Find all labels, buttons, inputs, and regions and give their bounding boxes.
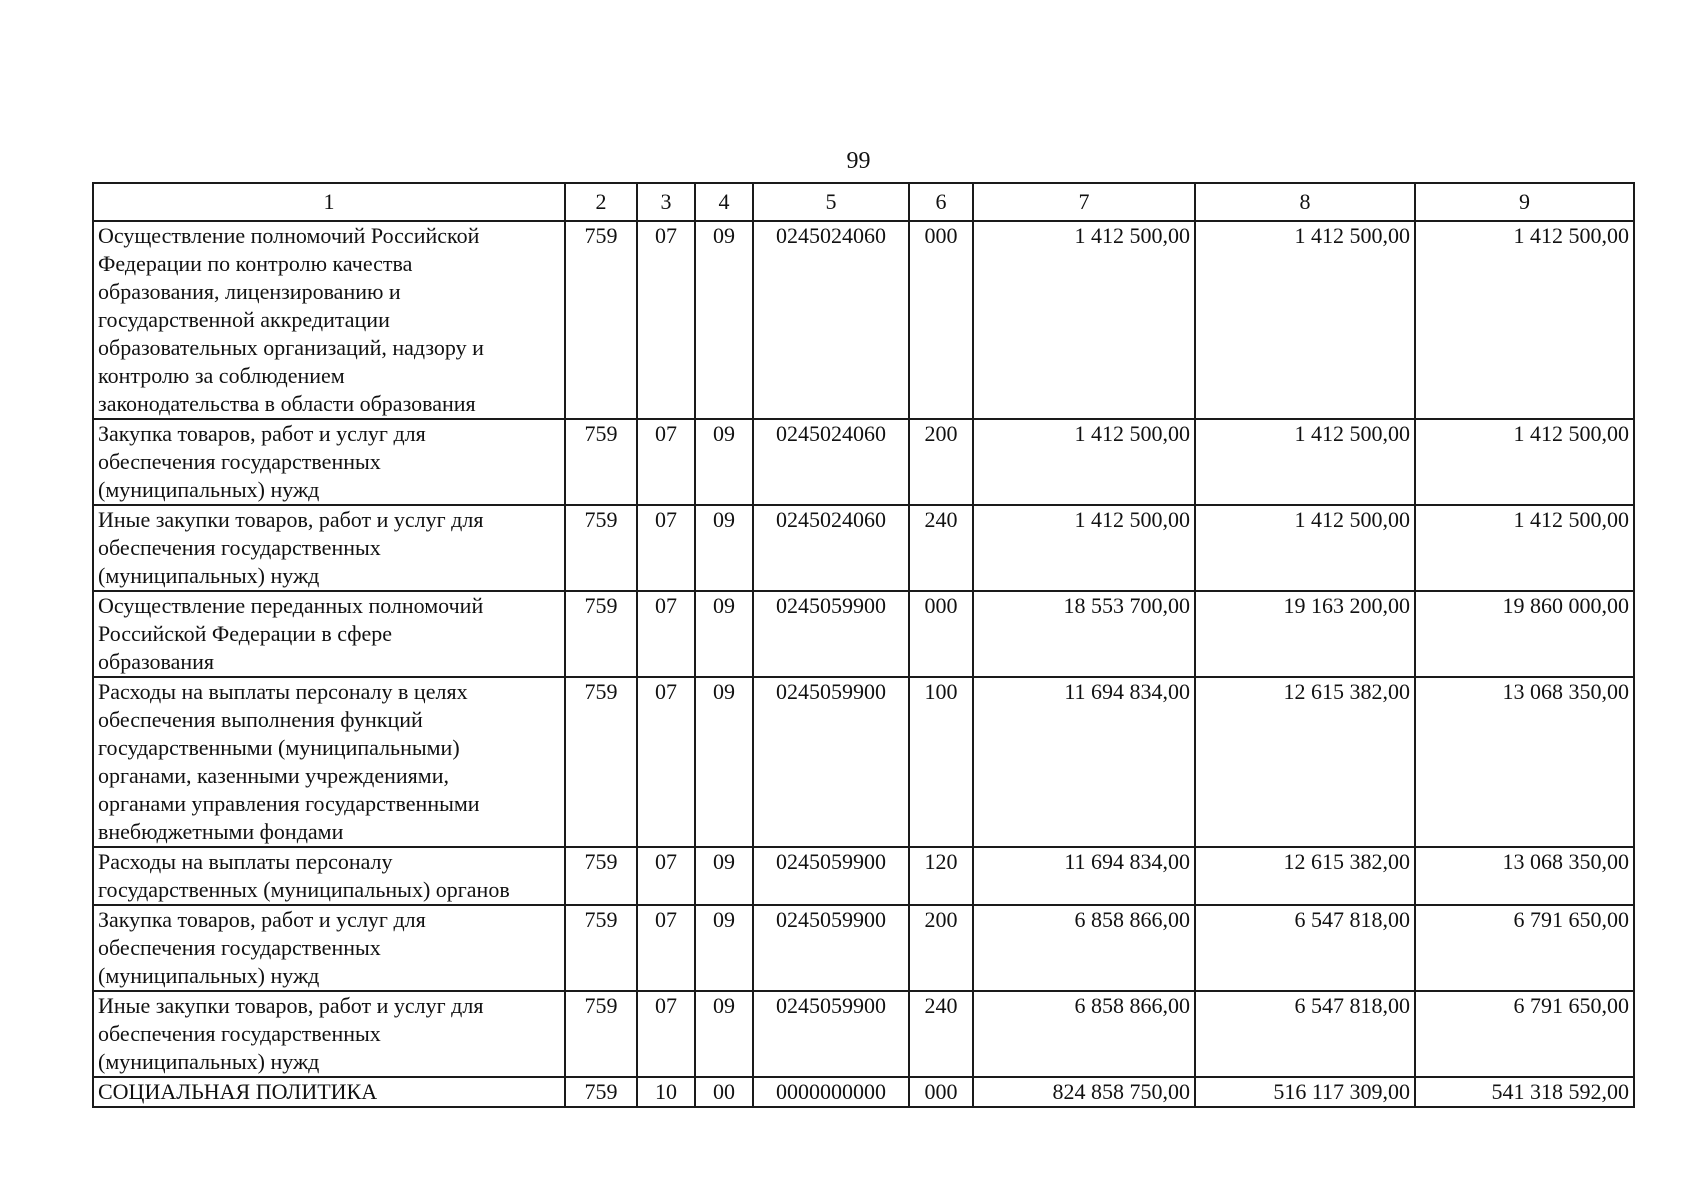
cell-section-code: 07 xyxy=(637,221,695,419)
column-header: 5 xyxy=(753,183,909,221)
cell-subsection-code: 00 xyxy=(695,1077,753,1107)
cell-expense-type: 240 xyxy=(909,505,973,591)
cell-subsection-code: 09 xyxy=(695,991,753,1077)
cell-amount-9: 13 068 350,00 xyxy=(1415,677,1634,847)
cell-expense-type: 100 xyxy=(909,677,973,847)
cell-amount-9: 1 412 500,00 xyxy=(1415,419,1634,505)
row-name: Иные закупки товаров, работ и услуг для обеспечения государственных (муниципальных) нужд xyxy=(93,991,565,1077)
cell-target-code: 0245059900 xyxy=(753,591,909,677)
cell-target-code: 0000000000 xyxy=(753,1077,909,1107)
cell-section-code: 07 xyxy=(637,847,695,905)
cell-section-code: 07 xyxy=(637,591,695,677)
cell-amount-9: 1 412 500,00 xyxy=(1415,221,1634,419)
table-row xyxy=(93,677,1634,847)
cell-amount-8: 12 615 382,00 xyxy=(1195,847,1415,905)
header-row xyxy=(93,183,1634,221)
table-row xyxy=(93,905,1634,991)
cell-amount-8: 19 163 200,00 xyxy=(1195,591,1415,677)
row-name: Осуществление полномочий Российской Федерации по контролю качества образования, лицензированию и государственной аккредитации образовательных организаций, надзору и контролю за соблюдением законодательства в области образования xyxy=(93,221,565,419)
column-header: 3 xyxy=(637,183,695,221)
cell-amount-8: 516 117 309,00 xyxy=(1195,1077,1415,1107)
cell-expense-type: 120 xyxy=(909,847,973,905)
cell-ministry-code: 759 xyxy=(565,419,637,505)
column-header: 9 xyxy=(1415,183,1634,221)
cell-amount-8: 1 412 500,00 xyxy=(1195,505,1415,591)
cell-subsection-code: 09 xyxy=(695,677,753,847)
cell-expense-type: 000 xyxy=(909,221,973,419)
page-number: 99 xyxy=(846,148,871,174)
cell-amount-7: 1 412 500,00 xyxy=(973,221,1195,419)
cell-ministry-code: 759 xyxy=(565,1077,637,1107)
cell-amount-9: 19 860 000,00 xyxy=(1415,591,1634,677)
row-name: Расходы на выплаты персоналу в целях обеспечения выполнения функций государственными (муниципальными) органами, казенными учреждениями, органами управления государственными внебюджетными фондами xyxy=(93,677,565,847)
column-header: 2 xyxy=(565,183,637,221)
cell-ministry-code: 759 xyxy=(565,677,637,847)
cell-subsection-code: 09 xyxy=(695,905,753,991)
cell-amount-8: 6 547 818,00 xyxy=(1195,905,1415,991)
cell-subsection-code: 09 xyxy=(695,591,753,677)
cell-amount-9: 6 791 650,00 xyxy=(1415,991,1634,1077)
table-row xyxy=(93,1077,1634,1107)
cell-ministry-code: 759 xyxy=(565,905,637,991)
cell-section-code: 07 xyxy=(637,991,695,1077)
cell-section-code: 10 xyxy=(637,1077,695,1107)
cell-expense-type: 240 xyxy=(909,991,973,1077)
cell-ministry-code: 759 xyxy=(565,221,637,419)
row-name: Расходы на выплаты персоналу государственных (муниципальных) органов xyxy=(93,847,565,905)
cell-amount-9: 541 318 592,00 xyxy=(1415,1077,1634,1107)
row-name: Осуществление переданных полномочий Российской Федерации в сфере образования xyxy=(93,591,565,677)
cell-subsection-code: 09 xyxy=(695,221,753,419)
cell-subsection-code: 09 xyxy=(695,505,753,591)
cell-expense-type: 200 xyxy=(909,905,973,991)
budget-table xyxy=(92,182,1635,1108)
cell-target-code: 0245024060 xyxy=(753,419,909,505)
column-header: 1 xyxy=(93,183,565,221)
cell-target-code: 0245059900 xyxy=(753,847,909,905)
column-header: 7 xyxy=(973,183,1195,221)
cell-ministry-code: 759 xyxy=(565,591,637,677)
cell-section-code: 07 xyxy=(637,677,695,847)
cell-subsection-code: 09 xyxy=(695,419,753,505)
cell-ministry-code: 759 xyxy=(565,847,637,905)
table-row xyxy=(93,419,1634,505)
cell-amount-7: 1 412 500,00 xyxy=(973,505,1195,591)
cell-amount-9: 6 791 650,00 xyxy=(1415,905,1634,991)
cell-amount-7: 824 858 750,00 xyxy=(973,1077,1195,1107)
table-row xyxy=(93,847,1634,905)
cell-amount-8: 1 412 500,00 xyxy=(1195,419,1415,505)
cell-target-code: 0245059900 xyxy=(753,905,909,991)
cell-expense-type: 200 xyxy=(909,419,973,505)
row-name: Закупка товаров, работ и услуг для обеспечения государственных (муниципальных) нужд xyxy=(93,419,565,505)
cell-amount-7: 1 412 500,00 xyxy=(973,419,1195,505)
table-row xyxy=(93,591,1634,677)
cell-target-code: 0245059900 xyxy=(753,991,909,1077)
cell-amount-9: 13 068 350,00 xyxy=(1415,847,1634,905)
cell-amount-7: 18 553 700,00 xyxy=(973,591,1195,677)
cell-amount-7: 11 694 834,00 xyxy=(973,677,1195,847)
table-row xyxy=(93,991,1634,1077)
cell-amount-7: 6 858 866,00 xyxy=(973,991,1195,1077)
table-row xyxy=(93,505,1634,591)
cell-expense-type: 000 xyxy=(909,591,973,677)
row-name: Закупка товаров, работ и услуг для обеспечения государственных (муниципальных) нужд xyxy=(93,905,565,991)
column-header: 4 xyxy=(695,183,753,221)
cell-ministry-code: 759 xyxy=(565,505,637,591)
cell-section-code: 07 xyxy=(637,505,695,591)
cell-amount-8: 1 412 500,00 xyxy=(1195,221,1415,419)
cell-expense-type: 000 xyxy=(909,1077,973,1107)
cell-amount-7: 6 858 866,00 xyxy=(973,905,1195,991)
cell-amount-8: 6 547 818,00 xyxy=(1195,991,1415,1077)
table-row xyxy=(93,221,1634,419)
cell-amount-7: 11 694 834,00 xyxy=(973,847,1195,905)
cell-target-code: 0245024060 xyxy=(753,505,909,591)
cell-amount-8: 12 615 382,00 xyxy=(1195,677,1415,847)
row-name: Иные закупки товаров, работ и услуг для обеспечения государственных (муниципальных) нужд xyxy=(93,505,565,591)
cell-target-code: 0245059900 xyxy=(753,677,909,847)
cell-subsection-code: 09 xyxy=(695,847,753,905)
cell-target-code: 0245024060 xyxy=(753,221,909,419)
row-name: СОЦИАЛЬНАЯ ПОЛИТИКА xyxy=(93,1077,565,1107)
cell-ministry-code: 759 xyxy=(565,991,637,1077)
cell-section-code: 07 xyxy=(637,419,695,505)
column-header: 6 xyxy=(909,183,973,221)
cell-amount-9: 1 412 500,00 xyxy=(1415,505,1634,591)
column-header: 8 xyxy=(1195,183,1415,221)
cell-section-code: 07 xyxy=(637,905,695,991)
